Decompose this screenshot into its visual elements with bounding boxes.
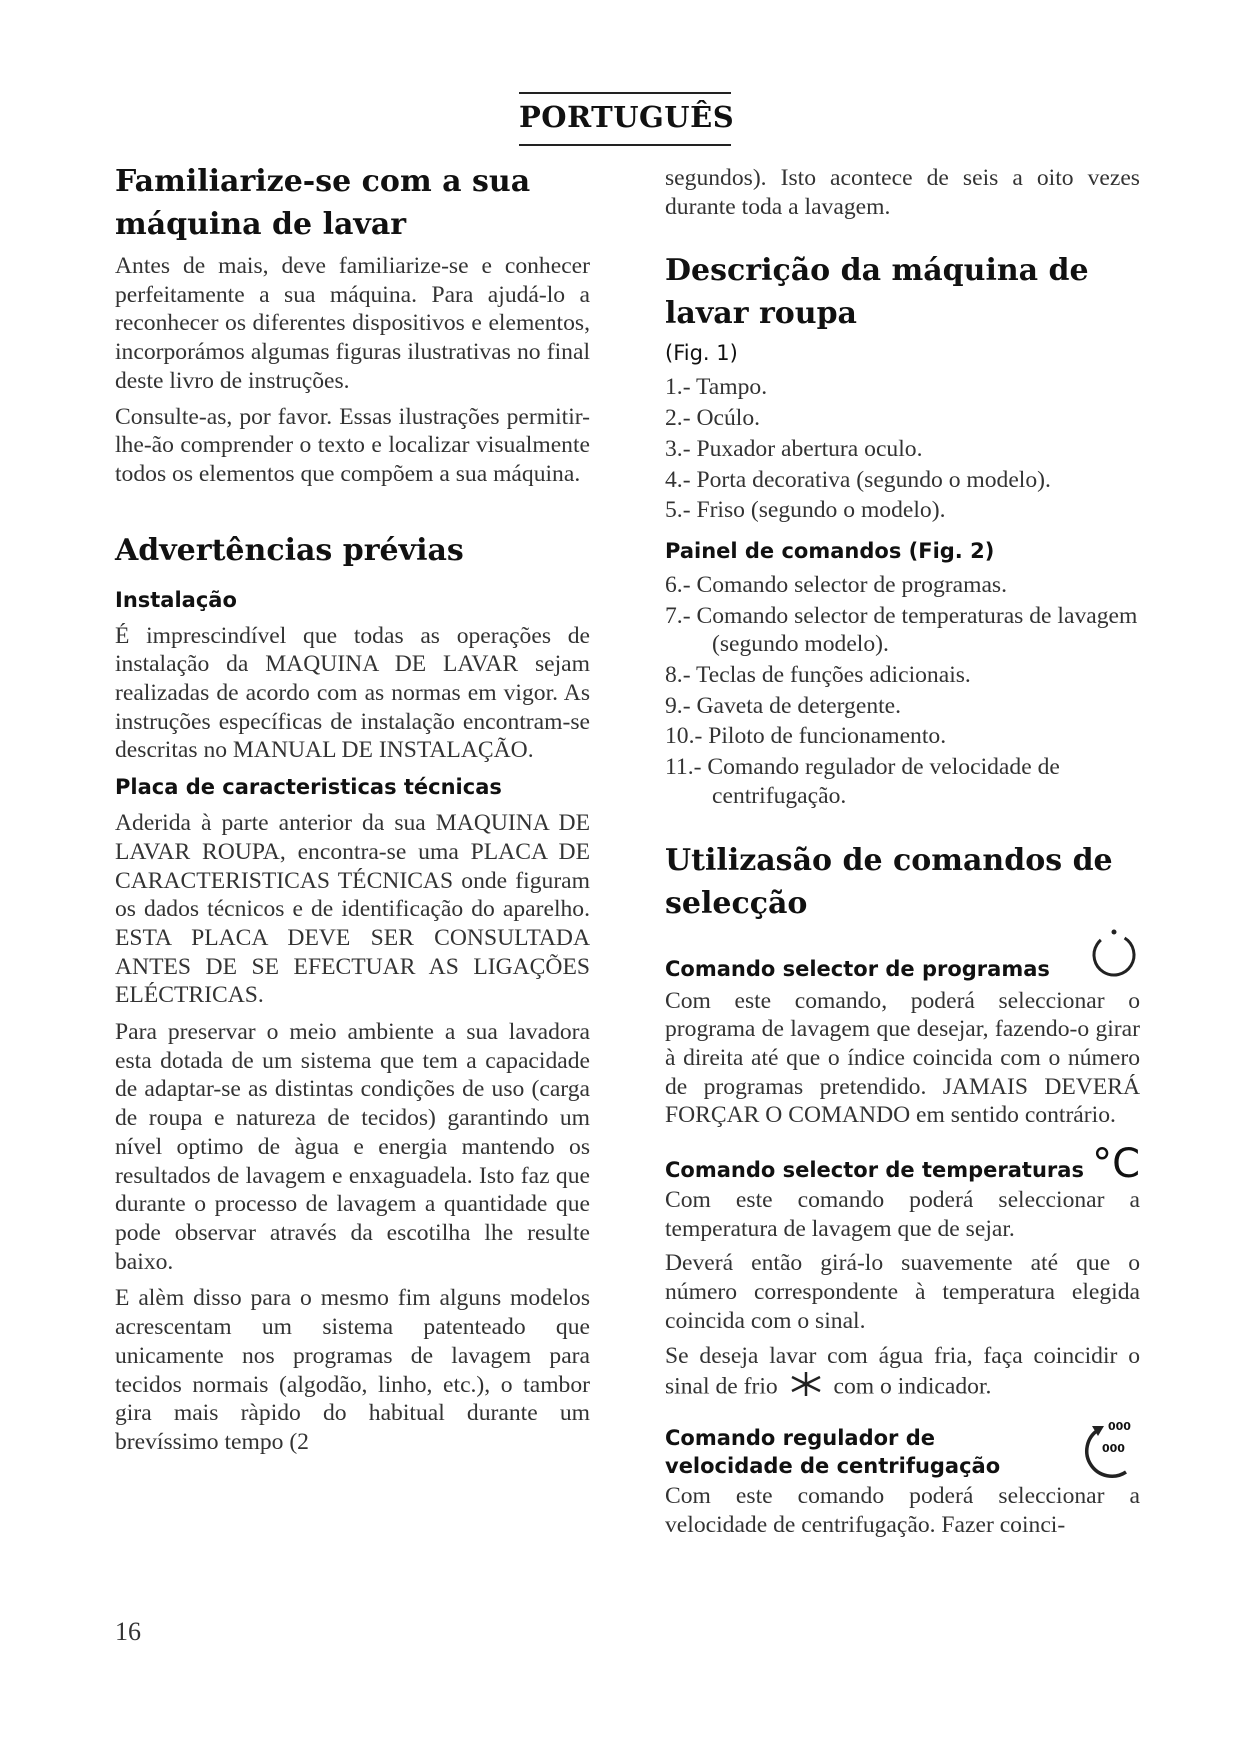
subheading-programas: Comando selector de programas [665, 956, 1050, 981]
program-dial-icon [1088, 927, 1140, 983]
section-title-utilizacao: Utilizasão de comandos de selecção [665, 842, 1113, 921]
paragraph: Com este comando poderá seleccionar a temperatura de lavagem que de sejar. [665, 1187, 1140, 1242]
spin-label: 000 [1108, 1419, 1131, 1433]
subheading-centrifugacao: Comando regulador de velocidade de centrifugação [665, 1425, 1001, 1478]
paragraph: Para preservar o meio ambiente a sua lavadora esta dotada de um sistema que tem a capacidade de adaptar-se as distintas condições de uso (carga de roupa e natureza de tecidos) garantindo um nível optimo de àgua e energia mantendo os resultados de lavagem e enxaguadela. Isto faz que durante o processo de lavagem a quantidade que pode observar através da escotilha lhe resulte baixo. [115, 1019, 590, 1275]
list-item: 6.- Comando selector de programas. [665, 571, 1008, 598]
section-title-descricao: Descrição da máquina de lavar roupa [665, 253, 1089, 332]
list-item: 8.- Teclas de funções adicionais. [665, 662, 971, 689]
spin-label: 000 [1102, 1441, 1125, 1455]
celsius-icon: °C [1092, 1141, 1140, 1188]
paragraph: Consulte-as, por favor. Essas ilustrações permitir-lhe-ão comprender o texto e localizar visualmente todos os elementos que compõem a sua máquina. [115, 403, 590, 487]
figure-reference: (Fig. 1) [665, 341, 738, 366]
spin-speed-icon [1078, 1420, 1140, 1480]
list-item: 5.- Friso (segundo o modelo). [665, 497, 946, 524]
parts-list [665, 373, 1140, 525]
temperature-selector-heading [665, 1141, 1140, 1188]
subheading-placa: Placa de caracteristicas técnicas [115, 775, 502, 800]
list-item: 2.- Ocúlo. [665, 405, 761, 432]
list-item: 11.- Comando regulador de velocidade de centrifugação. [665, 754, 1060, 809]
language-header: PORTUGUÊS [519, 92, 731, 146]
list-item: 7.- Comando selector de temperaturas de lavagem (segundo modelo). [665, 602, 1138, 658]
right-column [665, 160, 1140, 1539]
section-title-familiarize: Familiarize-se com a sua máquina de lavar [115, 164, 531, 242]
paragraph: Com este comando, poderá seleccionar o programa de lavagem que desejar, fazendo-o girar à direita até que o índice coincida com o número de programas pretendido. JAMAIS DEVERÁ FORÇAR O COMANDO em sentido contrário. [665, 987, 1140, 1129]
paragraph: E alèm disso para o mesmo fim alguns modelos acrescentam um sistema patenteado que unicamente nos programas de lavagem para tecidos normais (algodão, linho, etc.), o tambor gira mais ràpido do habitual durante um brevíssimo tempo (2 [115, 1285, 590, 1455]
subheading-painel: Painel de comandos (Fig. 2) [665, 538, 995, 563]
paragraph: Deverá então girá-lo suavemente até que o número correspondente à temperatura elegida coincida com o sinal. [665, 1250, 1140, 1334]
text-fragment: Se deseja lavar com água fria, faça coincidir o sinal de frio [665, 1342, 1140, 1400]
paragraph: Com este comando poderá seleccionar a velocidade de centrifugação. Fazer coinci- [665, 1482, 1140, 1538]
list-item: 4.- Porta decorativa (segundo o modelo). [665, 466, 1051, 493]
text-fragment: com o indicador. [833, 1373, 992, 1400]
list-item: 1.- Tampo. [665, 374, 768, 401]
list-item: 10.- Piloto de funcionamento. [665, 723, 947, 750]
page-number: 16 [115, 1617, 141, 1646]
subheading-temperaturas: Comando selector de temperaturas [665, 1158, 1084, 1183]
spin-selector-heading [665, 1420, 1140, 1480]
snowflake-icon [788, 1370, 824, 1406]
paragraph: Antes de mais, deve familiarize-se e conhecer perfeitamente a sua máquina. Para ajudá-lo a reconhecer os diferentes dispositivos e elementos, incorporámos algumas figuras ilustrativas no final deste livro de instruções. [115, 253, 590, 394]
paragraph: É imprescindível que todas as operações de instalação da MAQUINA DE LAVAR sejam realizadas de acordo com as normas em vigor. As instruções específicas de instalação encontram-se descritas no MANUAL DE INSTALAÇÃO. [115, 622, 590, 764]
list-item: 3.- Puxador abertura oculo. [665, 435, 923, 462]
section-title-advertencias: Advertências prévias [115, 532, 464, 568]
program-selector-heading [665, 927, 1140, 983]
panel-list [665, 571, 1140, 811]
paragraph-continued: segundos). Isto acontece de seis a oito vezes durante toda a lavagem. [665, 165, 1140, 220]
subheading-instalacao: Instalação [115, 587, 237, 612]
paragraph [665, 1342, 1140, 1406]
left-column [115, 160, 590, 1457]
list-item: 9.- Gaveta de detergente. [665, 692, 902, 719]
paragraph: Aderida à parte anterior da sua MAQUINA DE LAVAR ROUPA, encontra-se uma PLACA DE CARACTERISTICAS TÉCNICAS onde figuram os dados técnicos e de identificação do aparelho. ESTA PLACA DEVE SER CONSULTADA ANTES DE SE EFECTUAR AS LIGAÇÕES ELÉCTRICAS. [115, 810, 590, 1009]
